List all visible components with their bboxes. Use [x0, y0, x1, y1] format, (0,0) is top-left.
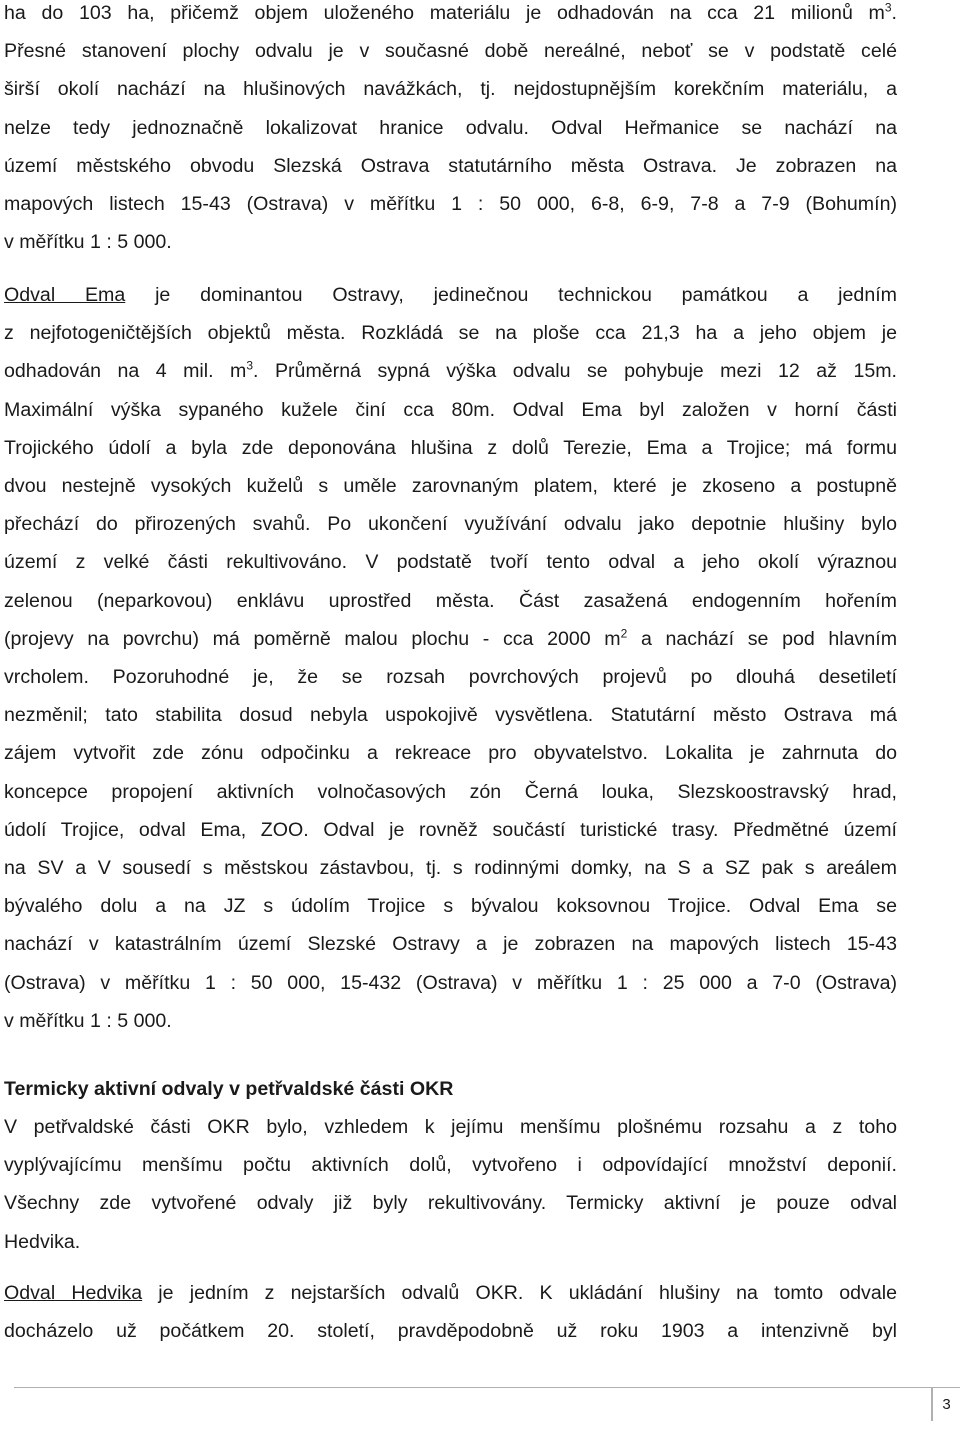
paragraph-hermanice [4, 0, 897, 261]
text-line: Přesné stanovení plochy odvalu je v současné době nereálné, neboť se v podstatě celé [4, 40, 897, 63]
text-line: území z velké části rekultivováno. V podstatě tvoří tento odval a jeho okolí výraznou [4, 551, 897, 574]
text-line: nezměnil; tato stabilita dosud nebyla uspokojivě vysvětlena. Statutární město Ostrava má [4, 704, 897, 727]
superscript: 2 [620, 626, 628, 641]
text-line: vyplývajícímu menšímu počtu aktivních dolů, vytvořeno i odpovídající množství deponií. [4, 1154, 897, 1177]
text-line: Odval Hedvika je jedním z nejstarších odvalů OKR. K ukládání hlušiny na tomto odvale [4, 1282, 897, 1304]
text-line: Trojického údolí a byla zde deponována hlušina z dolů Terezie, Ema a Trojice; má formu [4, 436, 897, 459]
text-line: (Ostrava) v měřítku 1 : 50 000, 15-432 (Ostrava) v měřítku 1 : 25 000 a 7-0 (Ostrava) [4, 971, 897, 994]
page-number: 3 [931, 1388, 960, 1421]
text-line: nachází v katastrálním území Slezské Ostravy a je zobrazen na mapových listech 15-43 [4, 933, 897, 956]
text-line: nelze tedy jednoznačně lokalizovat hranice odvalu. Odval Heřmanice se nachází na [4, 116, 897, 139]
paragraph-petrvald [4, 1108, 897, 1261]
text-line: vrcholem. Pozoruhodné je, že se rozsah povrchových projevů po dlouhá desetiletí [4, 666, 897, 689]
text-line: v měřítku 1 : 5 000. [4, 1009, 172, 1032]
text-line: zelenou (neparkovou) enklávu uprostřed města. Část zasažená endogenním hořením [4, 589, 897, 612]
text-line: odhadován na 4 mil. $m^3$. Průměrná sypná výška odvalu se pohybuje mezi 12 až 15m. [4, 358, 897, 383]
text-line: docházelo už počátkem 20. století, pravděpodobně už roku 1903 a intenzivně byl [4, 1320, 897, 1343]
text-line: bývalého dolu a na JZ s údolím Trojice s bývalou koksovnou Trojice. Odval Ema se [4, 895, 897, 918]
text-line: (projevy na povrchu) má poměrně malou plochu - cca 2000 $m^2$ a nachází se pod hlavním [4, 626, 898, 650]
text-line: na SV a V sousedí s městskou zástavbou, tj. s rodinnými domky, na S a SZ pak s areálem [4, 857, 897, 880]
text-line: ha do 103 ha, přičemž objem uloženého materiálu je odhadován na cca 21 milionů $m^3$. [4, 0, 897, 24]
superscript: 3 [246, 358, 254, 373]
text-line: Všechny zde vytvořené odvaly již byly rekultivovány. Termicky aktivní je pouze odval [4, 1192, 897, 1215]
text-line: přechází do přirozených svahů. Po ukončení využívání odvalu jako depotnie hlušiny bylo [4, 513, 897, 536]
text-line: širší okolí nachází na hlušinových navážkách, tj. nejdostupnějším korekčním materiálu, a [4, 78, 897, 101]
paragraph-ema [4, 276, 897, 1040]
text-line: údolí Trojice, odval Ema, ZOO. Odval je rovněž součástí turistické trasy. Předmětné území [4, 818, 897, 841]
text-line: zájem vytvořit zde zónu odpočinku a rekreace pro obyvatelstvo. Lokalita je zahrnuta do [4, 742, 897, 765]
text-line: v měřítku 1 : 5 000. [4, 231, 172, 254]
text-line: z nejfotogeničtějších objektů města. Rozkládá se na ploše cca 21,3 ha a jeho objem je [4, 322, 897, 345]
section-heading: Termicky aktivní odvaly v petřvaldské části OKR [4, 1078, 454, 1100]
paragraph-hedvika [4, 1274, 897, 1350]
superscript: 3 [884, 0, 892, 15]
footer-divider [14, 1387, 960, 1388]
text-line: mapových listech 15-43 (Ostrava) v měřítku 1 : 50 000, 6-8, 6-9, 7-8 a 7-9 (Bohumín) [4, 193, 897, 216]
text-line: koncepce propojení aktivních volnočasových zón Černá louka, Slezskoostravský hrad, [4, 780, 897, 803]
text-line: území městského obvodu Slezská Ostrava statutárního města Ostrava. Je zobrazen na [4, 154, 897, 177]
text-line: Hedvika. [4, 1230, 81, 1253]
underlined-term: Odval Ema [4, 284, 126, 306]
underlined-term: Odval Hedvika [4, 1282, 143, 1304]
text-line: dvou nestejně vysokých kuželů s uměle zarovnaným platem, které je zkoseno a postupně [4, 475, 897, 498]
text-line: Maximální výška sypaného kužele činí cca 80m. Odval Ema byl založen v horní části [4, 398, 897, 421]
text-line: V petřvaldské části OKR bylo, vzhledem k jejímu menšímu plošnému rozsahu a z toho [4, 1116, 897, 1138]
text-line: Odval Ema je dominantou Ostravy, jedinečnou technickou památkou a jedním [4, 284, 897, 306]
